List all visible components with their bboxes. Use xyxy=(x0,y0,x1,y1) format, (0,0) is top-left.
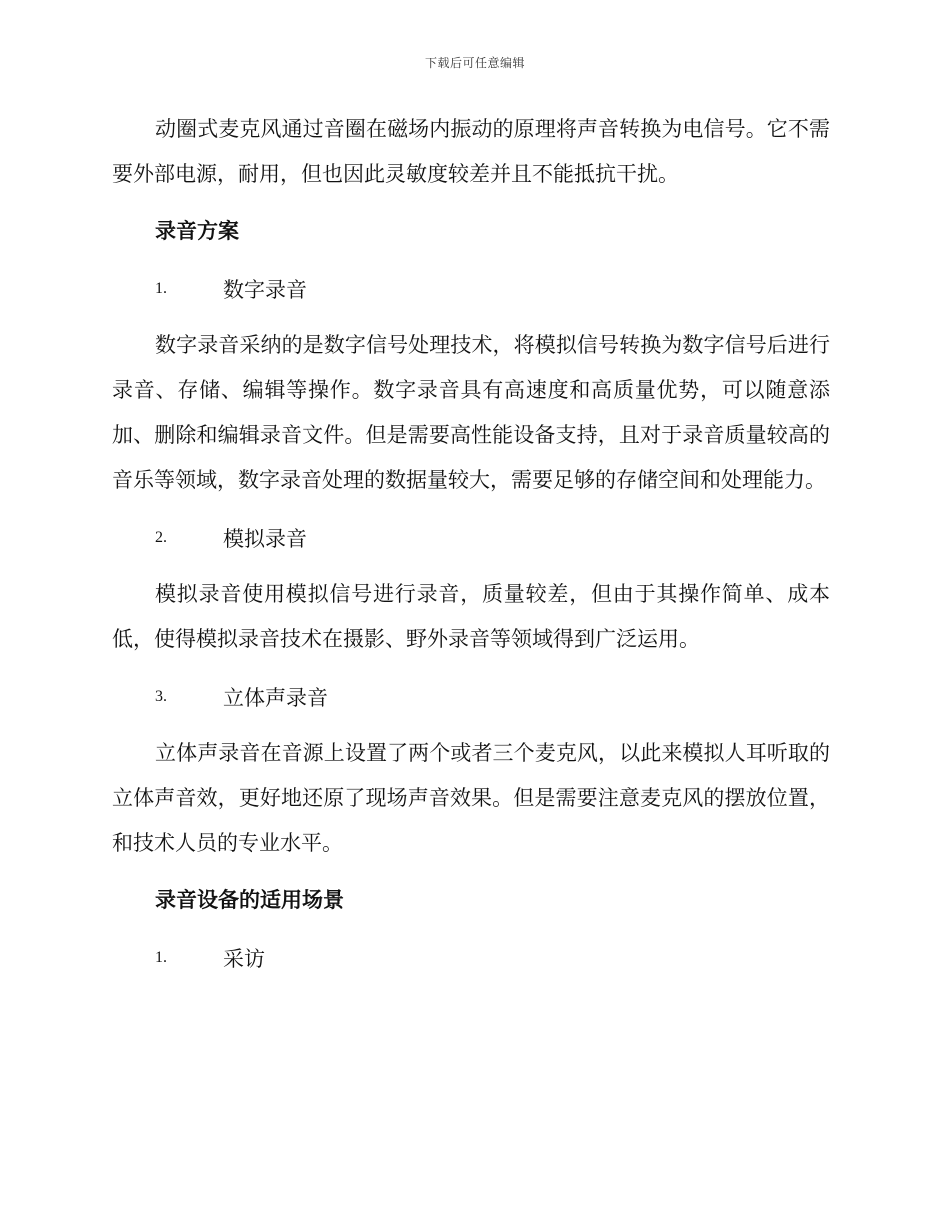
scenarios-heading: 录音设备的适用场景 xyxy=(155,888,344,912)
list-label: 模拟录音 xyxy=(223,526,307,551)
stereo-paragraph: 立体声录音在音源上设置了两个或者三个麦克风，以此来模拟人耳听取的立体声音效，更好地还原了现场声音效果。但是需要注意麦克风的摆放位置，和技术人员的专业水平。 xyxy=(112,741,830,855)
list-number: 1. xyxy=(155,279,167,297)
list-label: 数字录音 xyxy=(223,277,307,302)
list-item-stereo xyxy=(155,674,830,719)
list-item-analog xyxy=(155,515,830,560)
analog-paragraph: 模拟录音使用模拟信号进行录音，质量较差，但由于其操作简单、成本低，使得模拟录音技术在摄影、野外录音等领域得到广泛运用。 xyxy=(112,582,830,651)
document-body xyxy=(112,107,830,992)
recording-heading: 录音方案 xyxy=(155,219,239,243)
list-label: 立体声录音 xyxy=(223,685,328,710)
list-number: 2. xyxy=(155,528,167,546)
page-header: 下载后可任意编辑 xyxy=(424,56,525,70)
list-number: 1. xyxy=(155,948,167,966)
list-item-interview xyxy=(155,935,830,980)
digital-paragraph: 数字录音采纳的是数字信号处理技术，将模拟信号转换为数字信号后进行录音、存储、编辑等操作。数字录音具有高速度和高质量优势，可以随意添加、删除和编辑录音文件。但是需要高性能设备支持，且对于录音质量较高的音乐等领域，数字录音处理的数据量较大，需要足够的存储空间和处理能力。 xyxy=(112,333,830,492)
intro-paragraph: 动圈式麦克风通过音圈在磁场内振动的原理将声音转换为电信号。它不需要外部电源，耐用，但也因此灵敏度较差并且不能抵抗干扰。 xyxy=(112,117,830,186)
list-number: 3. xyxy=(155,687,167,705)
list-item-digital xyxy=(155,266,830,311)
list-label: 采访 xyxy=(223,946,265,971)
